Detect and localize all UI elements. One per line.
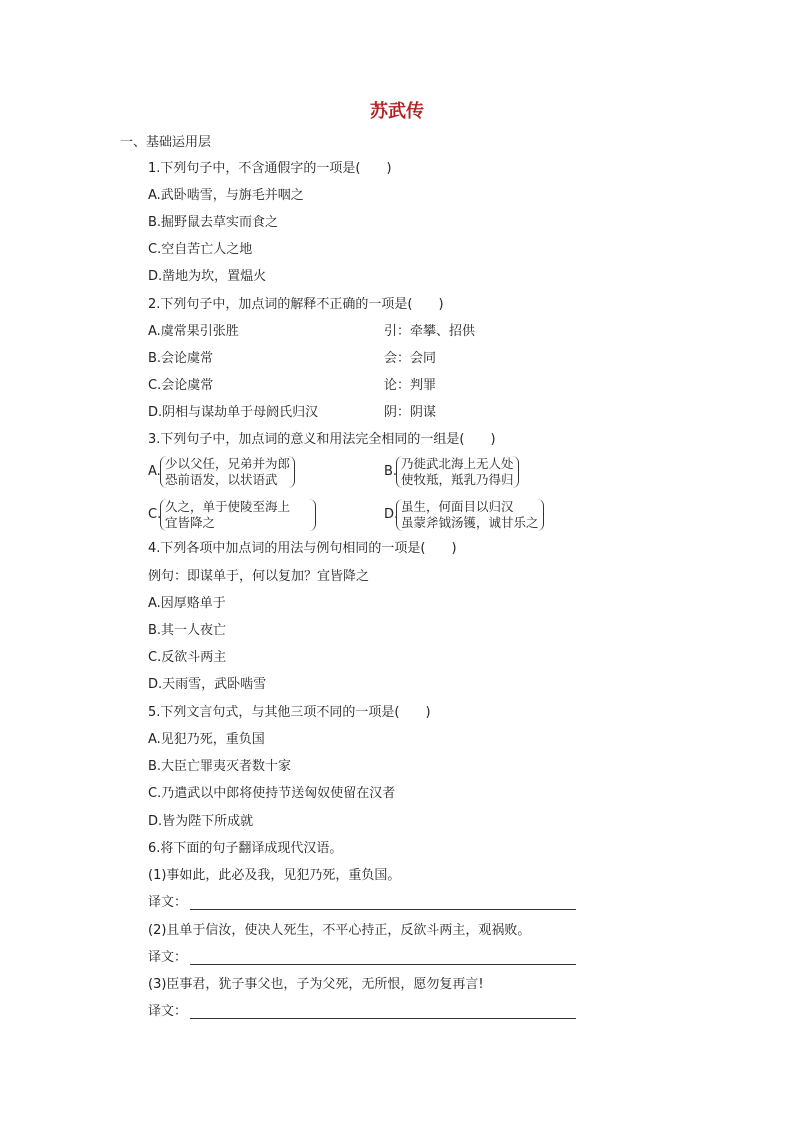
brace-line: 使牧羝，羝乳乃得归 <box>401 472 514 487</box>
question-4-option-d: D.天雨雪，武卧啮雪 <box>148 677 267 692</box>
question-5-option-c: C.乃遣武以中郎将使持节送匈奴使留在汉者 <box>148 786 396 801</box>
question-6-item-3: (3)臣事君，犹子事父也，子为父死，无所恨，愿勿复再言! <box>148 977 484 992</box>
brace-line: 乃徙武北海上无人处 <box>401 456 514 471</box>
brace-line: 久之，单于使陵至海上 <box>165 499 291 514</box>
question-6-stem: 6.将下面的句子翻译成现代汉语。 <box>148 841 343 856</box>
question-1-option-d: D.凿地为坎，置煴火 <box>148 269 267 284</box>
question-2-option-d: D.阴相与谋劫单于母阏氏归汉 <box>148 405 319 420</box>
brace-line: 少以父任，兄弟并为郎 <box>165 456 291 471</box>
option-label: C. <box>148 507 162 522</box>
question-1-option-c: C.空自苦亡人之地 <box>148 242 253 257</box>
option-label: B. <box>384 464 398 479</box>
section-heading: 一、基础运用层 <box>120 135 212 150</box>
answer-label: 译文： <box>148 895 188 910</box>
answer-label: 译文： <box>148 1004 188 1019</box>
question-2-gloss-a: 引：牵攀、招供 <box>384 324 476 339</box>
question-5-option-b: B.大臣亡罪夷灭者数十家 <box>148 759 292 774</box>
brace-line: 恐前语发，以状语武 <box>165 472 278 487</box>
question-2-stem: 2.下列句子中，加点词的解释不正确的一项是( ) <box>148 297 444 312</box>
question-5-stem: 5.下列文言句式，与其他三项不同的一项是( ) <box>148 705 431 720</box>
option-label: A. <box>148 464 161 479</box>
answer-line-1[interactable] <box>190 909 576 910</box>
question-4-example: 例句：即谋单于，何以复加？宜皆降之 <box>148 569 370 584</box>
brace-group <box>396 499 544 531</box>
question-5-option-d: D.皆为陛下所成就 <box>148 814 254 829</box>
question-4-option-a: A.因厚赂单于 <box>148 596 226 611</box>
question-2-gloss-b: 会：会同 <box>384 351 437 366</box>
question-6-item-1: (1)事如此，此必及我，见犯乃死，重负国。 <box>148 868 401 883</box>
brace-group <box>396 456 519 488</box>
question-4-stem: 4.下列各项中加点词的用法与例句相同的一项是( ) <box>148 541 457 556</box>
question-3-stem: 3.下列句子中，加点词的意义和用法完全相同的一组是( ) <box>148 432 496 447</box>
question-2-option-a: A.虞常果引张胜 <box>148 324 239 339</box>
question-2-option-b: B.会论虞常 <box>148 351 214 366</box>
question-4-option-b: B.其一人夜亡 <box>148 623 227 638</box>
question-1-stem: 1.下列句子中，不含通假字的一项是( ) <box>148 161 392 176</box>
brace-line: 宜皆降之 <box>165 515 216 530</box>
question-1-option-b: B.掘野鼠去草实而食之 <box>148 215 279 230</box>
option-label: D. <box>384 507 399 522</box>
answer-line-2[interactable] <box>190 964 576 965</box>
question-2-option-c: C.会论虞常 <box>148 378 214 393</box>
brace-group <box>160 499 316 531</box>
answer-line-3[interactable] <box>190 1018 576 1019</box>
brace-group <box>160 456 295 488</box>
answer-label: 译文： <box>148 950 188 965</box>
question-4-option-c: C.反欲斗两主 <box>148 650 227 665</box>
brace-line: 虽生，何面目以归汉 <box>401 499 514 514</box>
question-5-option-a: A.见犯乃死，重负国 <box>148 732 265 747</box>
brace-line: 虽蒙斧钺汤镬，诚甘乐之 <box>401 515 539 530</box>
question-2-gloss-d: 阴：阴谋 <box>384 405 437 420</box>
page-title: 苏武传 <box>370 101 424 122</box>
question-6-item-2: (2)且单于信汝，使决人死生，不平心持正，反欲斗两主，观祸败。 <box>148 923 531 938</box>
question-2-gloss-c: 论：判罪 <box>384 378 437 393</box>
question-1-option-a: A.武卧啮雪，与旃毛并咽之 <box>148 188 304 203</box>
